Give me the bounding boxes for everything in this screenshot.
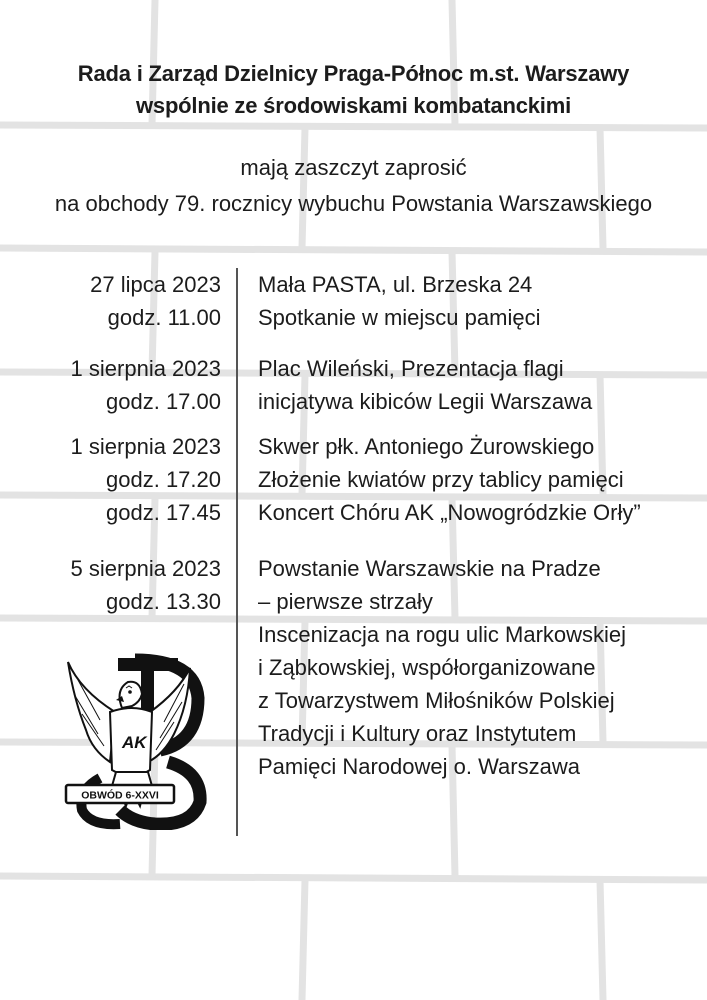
- event-title: Powstanie Warszawskie na Pradze: [258, 556, 601, 581]
- event-detail: Złożenie kwiatów przy tablicy pamięci: [258, 467, 624, 492]
- invite-line-2: na obchody 79. rocznicy wybuchu Powstania Warszawskiego: [54, 191, 653, 216]
- event-time: godz. 11.00: [107, 305, 221, 330]
- event-date: 1 sierpnia 2023: [70, 356, 221, 381]
- header-line-1: Rada i Zarząd Dzielnicy Praga-Północ m.st. Warszawy: [77, 61, 630, 86]
- event-3-what: [258, 430, 698, 529]
- column-divider: [236, 268, 238, 836]
- event-title: Plac Wileński, Prezentacja flagi: [258, 356, 564, 381]
- event-subtitle: – pierwsze strzały: [258, 589, 433, 614]
- event-detail: z Towarzystwem Miłośników Polskiej: [258, 688, 615, 713]
- event-time: godz. 17.20: [106, 467, 221, 492]
- event-3-when: [71, 430, 221, 529]
- header-line-2: wspólnie ze środowiskami kombatanckimi: [136, 93, 571, 118]
- event-detail: i Ząbkowskiej, współorganizowane: [258, 655, 596, 680]
- event-4-what: [258, 552, 698, 783]
- event-time: godz. 13.30: [106, 589, 221, 614]
- invitation-text: [0, 150, 707, 222]
- invitation-header: [0, 58, 707, 122]
- event-1-when: [90, 268, 221, 334]
- event-time: godz. 17.00: [106, 389, 221, 414]
- event-4-when: [71, 552, 221, 618]
- event-1-what: [258, 268, 698, 334]
- invite-line-1: mają zaszczyt zaprosić: [240, 155, 467, 180]
- event-time: godz. 17.45: [106, 500, 221, 525]
- event-2-when: [71, 352, 221, 418]
- event-detail: Tradycji i Kultury oraz Instytutem: [258, 721, 577, 746]
- event-date: 27 lipca 2023: [90, 272, 221, 297]
- event-title: Skwer płk. Antoniego Żurowskiego: [258, 434, 595, 459]
- ak-eagle-logo: [60, 650, 210, 830]
- event-date: 5 sierpnia 2023: [70, 556, 221, 581]
- logo-ak-letters: AK: [122, 733, 147, 752]
- logo-banner-text: OBWÓD 6-XXVI: [81, 789, 159, 802]
- event-detail: inicjatywa kibiców Legii Warszawa: [258, 389, 593, 414]
- event-title: Mała PASTA, ul. Brzeska 24: [258, 272, 533, 297]
- event-detail: Pamięci Narodowej o. Warszawa: [258, 754, 580, 779]
- event-detail: Spotkanie w miejscu pamięci: [258, 305, 541, 330]
- event-detail: Inscenizacja na rogu ulic Markowskiej: [258, 622, 627, 647]
- event-detail: Koncert Chóru AK „Nowogródzkie Orły”: [258, 500, 641, 525]
- event-2-what: [258, 352, 698, 418]
- event-date: 1 sierpnia 2023: [70, 434, 221, 459]
